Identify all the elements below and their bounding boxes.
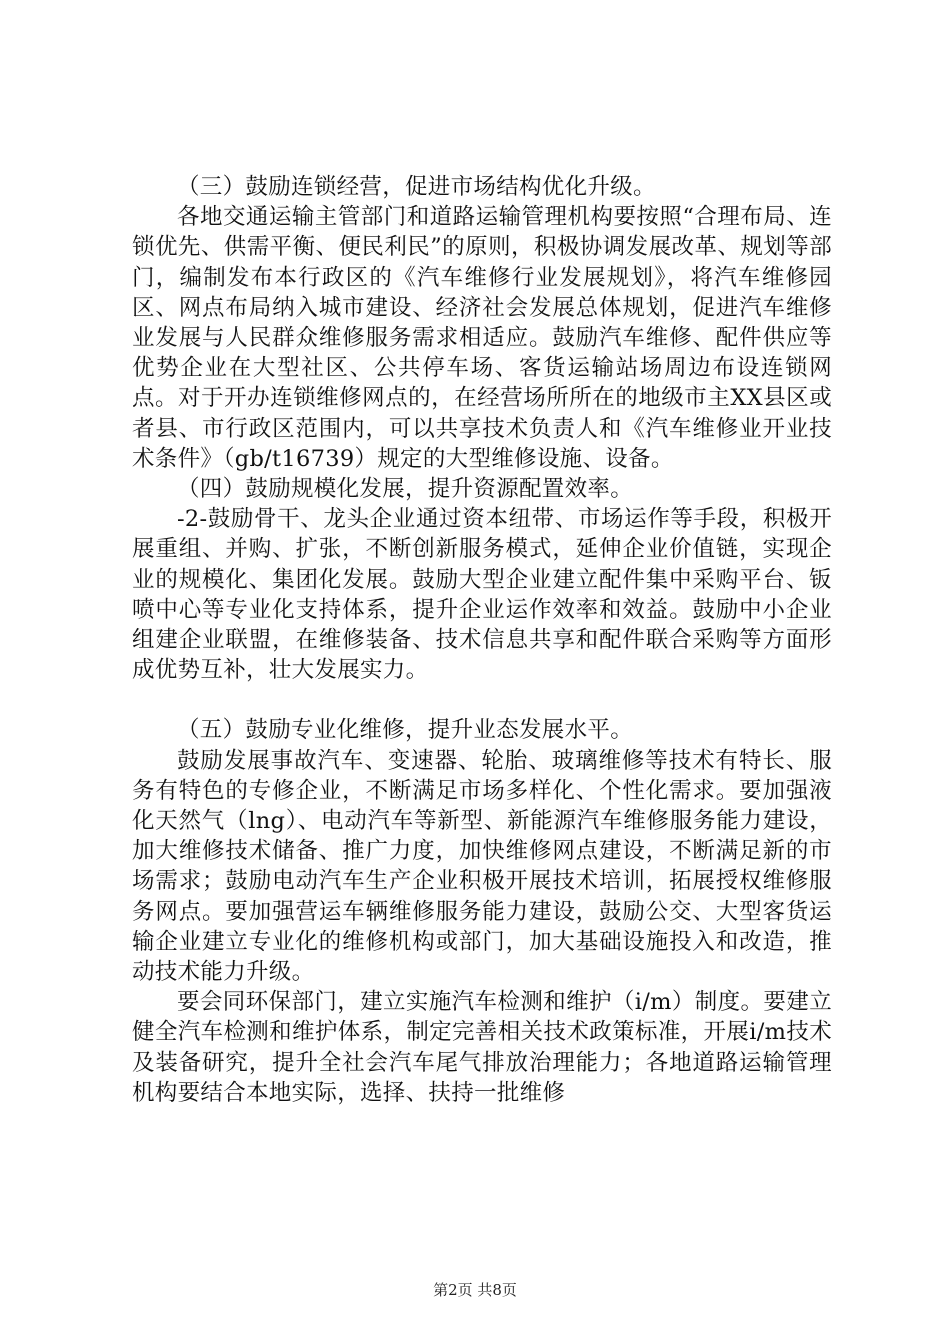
section-heading-3: （三）鼓励连锁经营，促进市场结构优化升级。 [177, 174, 656, 200]
body-paragraph: 鼓励发展事故汽车、变速器、轮胎、玻璃维修等技术有特长、服务有特色的专修企业，不断满足市场多样化、个性化需求。要加强液化天然气（lng）、电动汽车等新型、新能源汽车维修服务能力建设，加大维修技术储备、推广力度，加快维修网点建设，不断满足新的市场需求；鼓励电动汽车生产企业积极开展技术培训，拓展授权维修服务网点。要加强营运车辆维修服务能力建设，鼓励公交、大型客货运输企业建立专业化的维修机构或部门，加大基础设施投入和改造，推动技术能力升级。 [132, 747, 832, 986]
document-body [132, 172, 832, 1108]
body-paragraph: -2-鼓励骨干、龙头企业通过资本纽带、市场运作等手段，积极开展重组、并购、扩张，不断创新服务模式，延伸企业价值链，实现企业的规模化、集团化发展。鼓励大型企业建立配件集中采购平台、钣喷中心等专业化支持体系，提升企业运作效率和效益。鼓励中小企业组建企业联盟，在维修装备、技术信息共享和配件联合采购等方面形成优势互补，壮大发展实力。 [132, 506, 832, 684]
section-heading-4: （四）鼓励规模化发展，提升资源配置效率。 [177, 476, 634, 503]
body-paragraph: 各地交通运输主管部门和道路运输管理机构要按照“合理布局、连锁优先、供需平衡、便民利民”的原则，积极协调发展改革、规划等部门，编制发布本行政区的《汽车维修行业发展规划》，将汽车维修园区、网点布局纳入城市建设、经济社会发展总体规划，促进汽车维修业发展与人民群众维修服务需求相适应。鼓励汽车维修、配件供应等优势企业在大型社区、公共停车场、客货运输站场周边布设连锁网点。对于开办连锁维修网点的，在经营场所所在的地级市主XX县区或者县、市行政区范围内，可以共享技术负责人和《汽车维修业开业技术条件》（gb/t16739）规定的大型维修设施、设备。 [132, 204, 832, 472]
section-heading-5: （五）鼓励专业化维修，提升业态发展水平。 [177, 717, 634, 744]
body-paragraph: 要会同环保部门，建立实施汽车检测和维护（i/m）制度。要建立健全汽车检测和维护体系，制定完善相关技术政策标准，开展i/m技术及装备研究，提升全社会汽车尾气排放治理能力；各地道路运输管理机构要结合本地实际，选择、扶持一批维修 [132, 989, 832, 1106]
page-footer: 第2页 共8页 [433, 1281, 517, 1299]
